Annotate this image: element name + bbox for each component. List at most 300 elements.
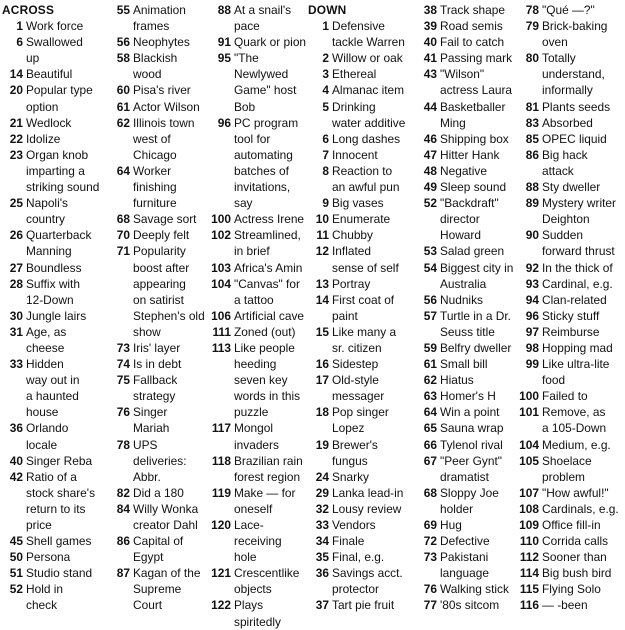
- clue-number: 61: [423, 357, 437, 372]
- clue-item: [308, 163, 412, 195]
- clue-text: boost after: [133, 260, 190, 275]
- clue-item: [518, 227, 624, 259]
- clue-number: 52: [423, 196, 437, 211]
- clue-text: invaders: [234, 437, 279, 452]
- clue-text: deliveries:: [133, 453, 187, 468]
- clue-item: [109, 437, 206, 485]
- clue-column-3: [210, 2, 307, 630]
- clue-text: way out in: [26, 373, 80, 388]
- clue-text: Pop singer: [332, 405, 389, 420]
- clue-number: 58: [116, 51, 130, 66]
- clue-number: 83: [525, 115, 539, 130]
- clue-text: Hold in: [26, 582, 64, 597]
- clue-text: a tattoo: [234, 292, 274, 307]
- clue-text: "Canvas" for: [234, 276, 300, 291]
- clue-item: [416, 18, 520, 34]
- clue-number: 2: [322, 51, 329, 66]
- clue-text: dramatist: [440, 469, 489, 484]
- clue-text: Road semis: [440, 19, 503, 34]
- clue-item: [416, 131, 520, 147]
- clue-text: words in this: [234, 389, 301, 404]
- clue-text: '80s sitcom: [440, 598, 500, 613]
- clue-number: 98: [525, 340, 539, 355]
- clue-number: 1: [322, 19, 329, 34]
- clue-text: "The: [234, 51, 259, 66]
- clue-number: 63: [423, 389, 437, 404]
- clue-number: 33: [315, 518, 329, 532]
- clue-item: [416, 163, 520, 179]
- clue-item: [109, 501, 206, 533]
- clue-text: Newlywed: [234, 67, 289, 82]
- clue-text: 12-Down: [26, 292, 74, 307]
- clue-item: [2, 453, 106, 469]
- clue-number: 9: [322, 196, 329, 211]
- clue-item: [416, 243, 520, 259]
- clue-item: [109, 115, 206, 163]
- clue-text: understand,: [542, 67, 605, 82]
- clue-text: Hopping mad: [542, 340, 613, 355]
- clue-item: [2, 260, 106, 276]
- clue-number: 116: [519, 598, 539, 613]
- clue-text: Willy Wonka: [133, 501, 199, 516]
- clue-item: [518, 50, 624, 98]
- clue-text: Worker: [133, 163, 172, 178]
- clue-text: return to its: [26, 501, 86, 516]
- clue-number: 72: [423, 534, 437, 549]
- clue-item: [308, 517, 412, 533]
- clue-text: invitations,: [234, 180, 291, 195]
- clue-item: [2, 549, 106, 565]
- clue-text: forward thrust: [542, 244, 615, 259]
- clue-text: Like ultra-lite: [542, 357, 610, 372]
- clue-text: Win a point: [440, 405, 500, 420]
- clue-text: Manning: [26, 244, 72, 259]
- clue-item: [210, 227, 307, 259]
- clue-text: Plants seeds: [542, 99, 611, 114]
- clue-text: Sooner than: [542, 550, 607, 565]
- clue-number: 70: [116, 228, 130, 243]
- clue-number: 51: [9, 566, 23, 581]
- clue-number: 24: [315, 469, 329, 484]
- clue-text: Flying Solo: [542, 582, 601, 597]
- clue-item: [416, 437, 520, 453]
- clue-text: Deeply felt: [133, 228, 190, 243]
- clue-text: Negative: [440, 163, 487, 178]
- clue-number: 74: [116, 357, 130, 372]
- clue-text: Lousy review: [332, 501, 402, 516]
- clue-item: [518, 581, 624, 597]
- clue-text: Streamlined,: [234, 228, 301, 243]
- clue-text: Egypt: [133, 550, 164, 565]
- clue-number: 88: [217, 3, 231, 17]
- clue-number: 73: [423, 550, 437, 565]
- clue-item: [518, 388, 624, 404]
- clue-text: Enumerate: [332, 212, 391, 227]
- clue-number: 76: [423, 582, 437, 597]
- clue-number: 62: [423, 373, 437, 388]
- clue-item: [308, 18, 412, 50]
- clue-number: 20: [9, 83, 23, 98]
- clue-item: [416, 388, 520, 404]
- clue-text: OPEC liquid: [542, 131, 607, 146]
- clue-text: Singer Reba: [26, 453, 93, 468]
- clue-item: [308, 437, 412, 469]
- clue-item: [2, 581, 106, 613]
- clue-text: say: [234, 196, 253, 211]
- clue-text: Howard: [440, 228, 481, 243]
- clue-item: [518, 276, 624, 292]
- clue-number: 68: [116, 212, 130, 227]
- clue-item: [416, 66, 520, 98]
- clue-text: UPS: [133, 437, 158, 452]
- clue-item: [2, 356, 106, 420]
- clue-item: [210, 211, 307, 227]
- clue-text: actress Laura: [440, 83, 513, 98]
- clue-item: [308, 66, 412, 82]
- clue-number: 96: [525, 308, 539, 323]
- clue-number: 121: [211, 566, 231, 581]
- clue-text: Inflated: [332, 244, 372, 259]
- clue-item: [308, 565, 412, 597]
- clue-item: [308, 501, 412, 517]
- clue-number: 112: [519, 550, 539, 565]
- clue-item: [308, 372, 412, 404]
- clue-text: Like many a: [332, 324, 397, 339]
- clue-text: Office fill-in: [542, 518, 601, 532]
- clue-number: 15: [315, 324, 329, 339]
- clue-item: [416, 340, 520, 356]
- clue-text: Bob: [234, 99, 256, 114]
- clue-number: 89: [525, 196, 539, 211]
- clue-number: 13: [315, 276, 329, 291]
- clue-text: Savings acct.: [332, 566, 403, 581]
- clue-text: messager: [332, 389, 385, 404]
- clue-number: 35: [315, 550, 329, 565]
- clue-item: [210, 50, 307, 114]
- clue-number: 106: [211, 308, 231, 323]
- clue-number: 5: [322, 99, 329, 114]
- clue-item: [308, 276, 412, 292]
- clue-item: [210, 420, 307, 452]
- clue-text: Brewer's: [332, 437, 378, 452]
- clue-text: Failed to: [542, 389, 588, 404]
- clue-text: Mariah: [133, 421, 170, 436]
- clue-number: 52: [9, 582, 23, 597]
- clue-text: Actress Irene: [234, 212, 305, 227]
- clue-text: Belfry dweller: [440, 340, 512, 355]
- clue-number: 97: [525, 324, 539, 339]
- clue-number: 96: [217, 115, 231, 130]
- clue-column-1: [2, 2, 106, 614]
- clue-number: 56: [116, 35, 130, 50]
- clue-number: 67: [423, 453, 437, 468]
- clue-number: 8: [322, 163, 329, 178]
- clue-number: 28: [9, 276, 23, 291]
- clue-text: Sloppy Joe: [440, 485, 499, 500]
- clue-text: Deighton: [542, 212, 590, 227]
- clue-text: Biggest city in: [440, 260, 514, 275]
- clue-text: Shell games: [26, 534, 92, 549]
- clue-number: 49: [423, 180, 437, 195]
- clue-text: attack: [542, 163, 574, 178]
- clue-text: Turtle in a Dr.: [440, 308, 511, 323]
- clue-number: 109: [519, 518, 539, 532]
- clue-text: Shoelace: [542, 453, 592, 468]
- clue-item: [210, 260, 307, 276]
- clue-text: Final, e.g.: [332, 550, 385, 565]
- clue-item: [308, 82, 412, 98]
- clue-text: director: [440, 212, 480, 227]
- clue-item: [416, 195, 520, 243]
- clue-number: 77: [423, 598, 437, 613]
- clue-number: 50: [9, 550, 23, 565]
- clue-item: [308, 50, 412, 66]
- clue-number: 93: [525, 276, 539, 291]
- clue-text: Track shape: [440, 3, 505, 17]
- clue-text: Suffix with: [26, 276, 80, 291]
- clue-text: wood: [133, 67, 162, 82]
- clue-item: [518, 131, 624, 147]
- clue-item: [109, 340, 206, 356]
- clue-text: Singer: [133, 405, 168, 420]
- clue-text: First coat of: [332, 292, 395, 307]
- clue-text: batches of: [234, 163, 289, 178]
- clue-text: Shipping box: [440, 131, 509, 146]
- clue-text: Cardinals, e.g.: [542, 501, 619, 516]
- clue-text: Quark or pion: [234, 35, 307, 50]
- clue-number: 40: [423, 35, 437, 50]
- clue-text: Almanac item: [332, 83, 405, 98]
- clue-number: 29: [315, 485, 329, 500]
- clue-item: [518, 437, 624, 453]
- clue-column-5: [416, 2, 520, 614]
- clue-number: 66: [423, 437, 437, 452]
- clue-item: [416, 372, 520, 388]
- clue-item: [308, 356, 412, 372]
- clue-text: Game" host: [234, 83, 297, 98]
- clue-text: Cardinal, e.g.: [542, 276, 613, 291]
- clue-item: [518, 404, 624, 436]
- clue-item: [416, 597, 520, 613]
- clue-text: Boundless: [26, 260, 82, 275]
- clue-text: Big bush bird: [542, 566, 612, 581]
- clue-text: Illinois town: [133, 115, 195, 130]
- clue-text: tool for: [234, 131, 271, 146]
- clue-number: 95: [217, 51, 231, 66]
- clue-number: 60: [116, 83, 130, 98]
- clue-number: 34: [315, 534, 329, 549]
- clue-number: 104: [211, 276, 231, 291]
- clue-text: Plays: [234, 598, 264, 613]
- clue-number: 14: [315, 292, 329, 307]
- clue-number: 68: [423, 485, 437, 500]
- clue-item: [308, 549, 412, 565]
- clue-number: 22: [9, 131, 23, 146]
- clue-item: [518, 292, 624, 308]
- clue-item: [518, 324, 624, 340]
- clue-text: in brief: [234, 244, 270, 259]
- clue-text: Sty dweller: [542, 180, 601, 195]
- clue-text: oneself: [234, 501, 273, 516]
- clue-text: "How awful!": [542, 485, 609, 500]
- clue-text: sense of self: [332, 260, 399, 275]
- clue-text: Brick-baking: [542, 19, 608, 34]
- clue-text: country: [26, 212, 65, 227]
- clue-text: Lace-receiving: [234, 518, 282, 549]
- clue-text: an awful pun: [332, 180, 400, 195]
- clue-text: Sudden: [542, 228, 583, 243]
- clue-number: 100: [211, 212, 231, 227]
- clue-item: [416, 99, 520, 131]
- clue-number: 86: [116, 534, 130, 549]
- clue-number: 4: [322, 83, 329, 98]
- clue-item: [308, 404, 412, 436]
- clue-item: [416, 292, 520, 308]
- clue-number: 36: [9, 421, 23, 436]
- clue-item: [109, 211, 206, 227]
- clue-item: [2, 34, 106, 66]
- clue-item: [518, 179, 624, 195]
- clue-number: 26: [9, 228, 23, 243]
- clue-text: Like people: [234, 340, 295, 355]
- clue-number: 21: [9, 115, 23, 130]
- clue-text: Seuss title: [440, 324, 495, 339]
- clue-item: [518, 18, 624, 50]
- clue-text: west of: [133, 131, 171, 146]
- clue-item: [416, 581, 520, 597]
- clue-item: [518, 549, 624, 565]
- clue-text: Small bill: [440, 357, 488, 372]
- clue-item: [518, 356, 624, 388]
- clue-text: Totally: [542, 51, 576, 66]
- clue-number: 118: [211, 453, 231, 468]
- clue-text: problem: [542, 469, 585, 484]
- clue-number: 17: [315, 373, 329, 388]
- clue-number: 25: [9, 196, 23, 211]
- clue-text: Beautiful: [26, 67, 73, 82]
- clue-number: 115: [519, 582, 539, 597]
- clue-item: [308, 147, 412, 163]
- clue-item: [109, 2, 206, 34]
- clue-number: 81: [525, 99, 539, 114]
- clue-text: frames: [133, 19, 170, 34]
- clue-number: 19: [315, 437, 329, 452]
- clue-text: Australia: [440, 276, 487, 291]
- clue-number: 59: [423, 340, 437, 355]
- clue-text: Fallback: [133, 373, 178, 388]
- clue-text: Long dashes: [332, 131, 401, 146]
- clue-item: [210, 517, 307, 565]
- clue-item: [2, 115, 106, 131]
- clue-number: 110: [519, 534, 539, 549]
- clue-text: Mystery writer: [542, 196, 616, 211]
- clue-text: Remove, as: [542, 405, 606, 420]
- across-heading: ACROSS: [2, 3, 55, 17]
- clue-text: appearing: [133, 276, 186, 291]
- clue-number: 108: [519, 501, 539, 516]
- clue-number: 82: [116, 485, 130, 500]
- clue-item: [210, 308, 307, 324]
- clue-text: — -been: [542, 598, 588, 613]
- clue-item: [518, 533, 624, 549]
- clue-number: 92: [525, 260, 539, 275]
- clue-column-2: [109, 2, 206, 614]
- clue-text: "Peer Gynt": [440, 453, 502, 468]
- clue-text: food: [542, 373, 566, 388]
- clue-text: Iris' layer: [133, 340, 181, 355]
- clue-text: Nudniks: [440, 292, 483, 307]
- clue-number: 47: [423, 147, 437, 162]
- clue-item: [109, 99, 206, 115]
- clue-text: oven: [542, 35, 568, 50]
- clue-number: 53: [423, 244, 437, 259]
- clue-number: 10: [315, 212, 329, 227]
- clue-text: price: [26, 518, 52, 532]
- clue-number: 57: [423, 308, 437, 323]
- clue-item: [109, 163, 206, 211]
- clue-item: [2, 18, 106, 34]
- clue-number: 86: [525, 147, 539, 162]
- clue-text: At a snail's: [234, 3, 292, 17]
- clue-text: Lopez: [332, 421, 365, 436]
- clue-text: hole: [234, 550, 257, 565]
- clue-text: Abbr.: [133, 469, 161, 484]
- clue-number: 90: [525, 228, 539, 243]
- clue-number: 46: [423, 131, 437, 146]
- clue-number: 18: [315, 405, 329, 420]
- clue-text: Africa's Amin: [234, 260, 303, 275]
- clue-item: [109, 356, 206, 372]
- clue-item: [2, 131, 106, 147]
- clue-text: forest region: [234, 469, 301, 484]
- clue-number: 113: [211, 340, 231, 355]
- clue-item: [2, 147, 106, 195]
- clue-text: tackle Warren: [332, 35, 405, 50]
- clue-text: Popular type: [26, 83, 93, 98]
- clue-item: [210, 34, 307, 50]
- clue-number: 55: [116, 3, 130, 17]
- clue-number: 32: [315, 501, 329, 516]
- clue-item: [518, 501, 624, 517]
- clue-number: 16: [315, 357, 329, 372]
- clue-column-4: [308, 2, 412, 614]
- clue-number: 91: [217, 35, 231, 50]
- clue-item: [416, 485, 520, 517]
- clue-text: "Backdraft": [440, 196, 499, 211]
- clue-text: Ethereal: [332, 67, 377, 82]
- clue-text: Basketballer: [440, 99, 506, 114]
- clue-number: 87: [116, 566, 130, 581]
- clue-number: 1: [16, 19, 23, 34]
- clue-text: Mongol: [234, 421, 273, 436]
- clue-text: a haunted: [26, 389, 79, 404]
- clue-item: [210, 453, 307, 485]
- clue-text: Hitter Hank: [440, 147, 500, 162]
- clue-number: 12: [315, 244, 329, 259]
- clue-text: a 105-Down: [542, 421, 607, 436]
- clue-item: [518, 565, 624, 581]
- clue-item: [308, 469, 412, 485]
- clue-number: 38: [423, 3, 437, 17]
- clue-text: Defective: [440, 534, 490, 549]
- clue-text: Did a 180: [133, 485, 184, 500]
- clue-item: [2, 420, 106, 452]
- clue-text: Clan-related: [542, 292, 607, 307]
- clue-item: [416, 517, 520, 533]
- clue-number: 54: [423, 260, 437, 275]
- clue-item: [416, 533, 520, 549]
- clue-item: [109, 565, 206, 613]
